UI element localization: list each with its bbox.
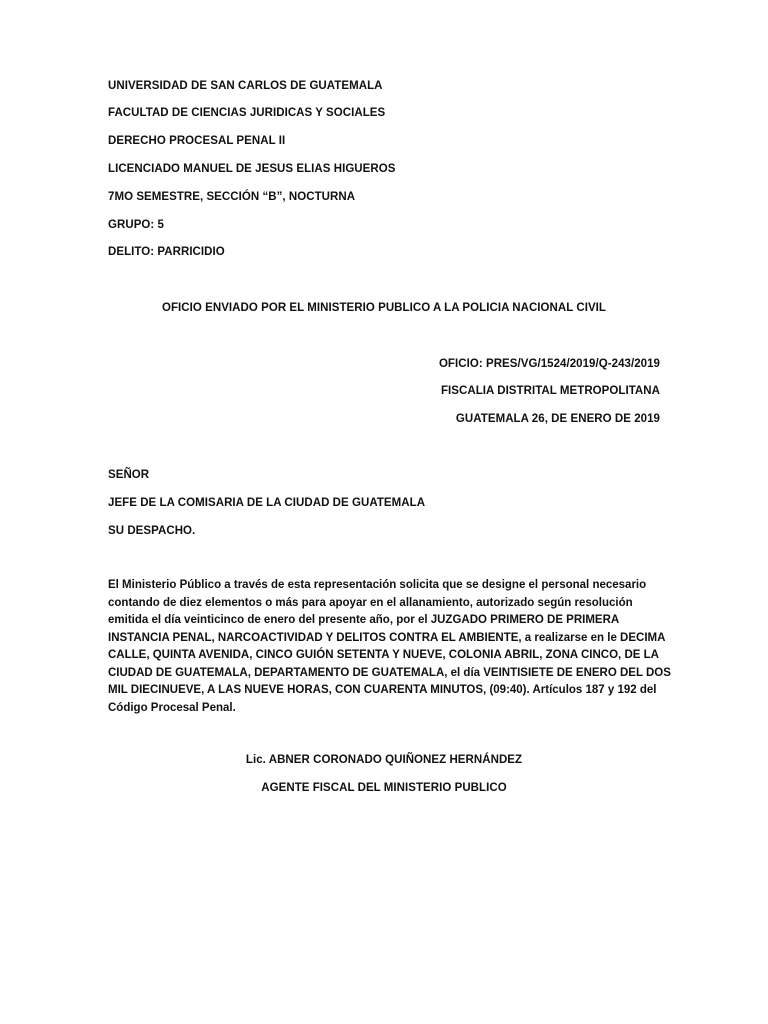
header-line-semester: 7MO SEMESTRE, SECCIÓN “B”, NOCTURNA bbox=[108, 191, 356, 203]
signature-role: AGENTE FISCAL DEL MINISTERIO PUBLICO bbox=[261, 782, 507, 794]
oficio-reference: OFICIO: PRES/VG/1524/2019/Q-243/2019 bbox=[438, 358, 660, 370]
body-paragraph bbox=[108, 577, 671, 717]
document-title: OFICIO ENVIADO POR EL MINISTERIO PUBLICO A LA POLICIA NACIONAL CIVIL bbox=[161, 302, 607, 314]
header-line-group: GRUPO: 5 bbox=[108, 219, 164, 231]
body-line: El Ministerio Público a través de esta representación solicita que se designe el personal necesario bbox=[108, 579, 647, 591]
signature-name: Lic. ABNER CORONADO QUIÑONEZ HERNÁNDEZ bbox=[245, 754, 523, 766]
header-line-faculty: FACULTAD DE CIENCIAS JURIDICAS Y SOCIALES bbox=[108, 107, 386, 119]
recipient-salutation: SEÑOR bbox=[108, 469, 150, 481]
header-line-crime: DELITO: PARRICIDIO bbox=[108, 246, 225, 258]
body-line: CIUDAD DE GUATEMALA, DEPARTAMENTO DE GUATEMALA, el día VEINTISIETE DE ENERO DEL DOS bbox=[108, 666, 671, 679]
header-line-course: DERECHO PROCESAL PENAL II bbox=[108, 135, 286, 147]
body-line: INSTANCIA PENAL, NARCOACTIVIDAD Y DELITOS CONTRA EL AMBIENTE, a realizarse en le DECIMA bbox=[108, 631, 666, 644]
body-line: CALLE, QUINTA AVENIDA, CINCO GUIÓN SETENTA Y NUEVE, COLONIA ABRIL, ZONA CINCO, DE LA bbox=[108, 649, 659, 661]
header-line-professor: LICENCIADO MANUEL DE JESUS ELIAS HIGUEROS bbox=[108, 163, 396, 175]
document-date: GUATEMALA 26, DE ENERO DE 2019 bbox=[455, 413, 660, 425]
body-line: MIL DIECINUEVE, A LAS NUEVE HORAS, CON CUARENTA MINUTOS, (09:40). Artículos 187 y 192 del bbox=[108, 684, 657, 696]
fiscalia-name: FISCALIA DISTRITAL METROPOLITANA bbox=[440, 385, 660, 397]
recipient-position: JEFE DE LA COMISARIA DE LA CIUDAD DE GUATEMALA bbox=[108, 497, 426, 509]
header-line-university: UNIVERSIDAD DE SAN CARLOS DE GUATEMALA bbox=[108, 80, 383, 92]
body-line: contando de diez elementos o más para apoyar en el allanamiento, autorizado según resolución bbox=[108, 596, 633, 609]
body-line: emitida el día veinticinco de enero del presente año, por el JUZGADO PRIMERO DE PRIMERA bbox=[108, 614, 620, 626]
body-line: Código Procesal Penal. bbox=[108, 701, 236, 714]
recipient-closing: SU DESPACHO. bbox=[108, 525, 196, 537]
